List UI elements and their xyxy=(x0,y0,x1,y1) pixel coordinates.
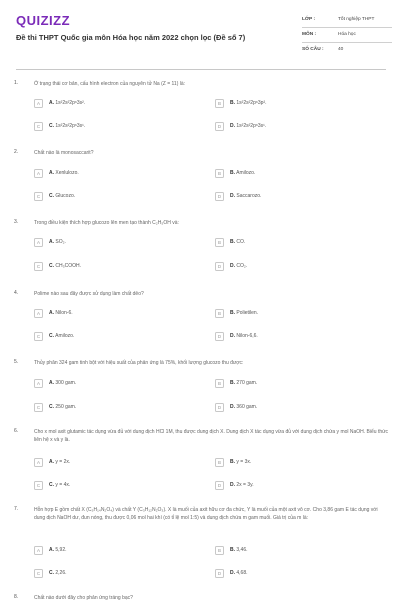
question-text: Thủy phân 324 gam tinh bột với hiệu suất của phản ứng là 75%, khối lượng glucozo thu được: xyxy=(34,360,244,366)
question-number: 2. xyxy=(14,149,19,155)
worksheet-title: Đề thi THPT Quốc gia môn Hóa học năm 2022 chọn lọc (Đề số 7) xyxy=(16,33,246,42)
option-key-box: B xyxy=(215,169,224,178)
option-key-box: D xyxy=(215,262,224,271)
question-number: 6. xyxy=(14,428,19,434)
option-key-box: B xyxy=(215,458,224,467)
quizizz-logo: QUIZIZZ xyxy=(16,13,71,28)
question-text: Chất nào dưới đây cho phản ứng tráng bạc? xyxy=(34,595,133,601)
option-key-box: B xyxy=(215,238,224,247)
subject-value: Hóa học xyxy=(338,32,356,37)
option-key-box: A xyxy=(34,238,43,247)
option-key-box: B xyxy=(215,309,224,318)
option-key-box: D xyxy=(215,122,224,131)
option-key-box: C xyxy=(34,262,43,271)
meta-divider xyxy=(302,42,392,43)
option-key-box: B xyxy=(215,546,224,555)
option-key-box: C xyxy=(34,332,43,341)
worksheet-header xyxy=(0,0,400,60)
option-key-box: C xyxy=(34,569,43,578)
meta-divider xyxy=(302,27,392,28)
class-value: Tốt nghiệp THPT xyxy=(338,17,375,22)
question-text: Ở trạng thái cơ bản, cấu hình electron của nguyên tử Na (Z = 11) là: xyxy=(34,81,186,87)
option-key-box: B xyxy=(215,99,224,108)
question-text: Chất nào là monosaccarit? xyxy=(34,150,94,156)
question-number: 4. xyxy=(14,290,19,296)
option-key-box: D xyxy=(215,192,224,201)
class-label: LỚP : xyxy=(302,17,316,22)
question-number: 1. xyxy=(14,80,19,86)
option-key-box: A xyxy=(34,169,43,178)
question-number: 3. xyxy=(14,219,19,225)
option-key-box: A xyxy=(34,546,43,555)
question-text: Cho x mol axit glutamic tác dụng vừa đủ với dung dịch HCl 1M, thu được dung dịch X. Dung dịch X tác dụng vừa đủ với dung dịch chứa y mol NaOH. Biểu thức liên hệ x và y là. xyxy=(34,429,388,443)
header-divider xyxy=(16,69,386,70)
question-text: Hỗn hợp E gồm chất X (C₅H₁₄N₂O₄) và chất Y (C₃H₁₂N₂O₃). X là muối của axit hữu cơ đa chức, Y là muối của một axit vô cơ. Cho 3,86 gam E tác dụng với dung dịch NaOH dư, đun nóng, thu được 0,06 mol hai khí (có tỉ lệ mol 1:5) và dung dịch chứa m gam muối. Giá trị của m là: xyxy=(34,507,378,521)
question-number: 8. xyxy=(14,594,19,600)
question-number: 7. xyxy=(14,506,19,512)
option-key-box: C xyxy=(34,481,43,490)
question-text: Trong điều kiện thích hợp glucozo lên men tạo thành C₂H₅OH và: xyxy=(34,220,179,226)
option-key-box: D xyxy=(215,332,224,341)
count-label: SỐ CÂU : xyxy=(302,47,324,52)
option-key-box: D xyxy=(215,569,224,578)
option-key-box: A xyxy=(34,458,43,467)
option-key-box: D xyxy=(215,481,224,490)
option-key-box: A xyxy=(34,379,43,388)
option-key-box: C xyxy=(34,403,43,412)
option-key-box: C xyxy=(34,192,43,201)
option-key-box: B xyxy=(215,379,224,388)
option-key-box: D xyxy=(215,403,224,412)
question-number: 5. xyxy=(14,359,19,365)
subject-label: MÔN : xyxy=(302,32,317,37)
option-key-box: A xyxy=(34,309,43,318)
option-key-box: A xyxy=(34,99,43,108)
count-value: 40 xyxy=(338,47,344,52)
question-text: Polime nào sau đây được sử dụng làm chất dẻo? xyxy=(34,291,144,297)
option-key-box: C xyxy=(34,122,43,131)
